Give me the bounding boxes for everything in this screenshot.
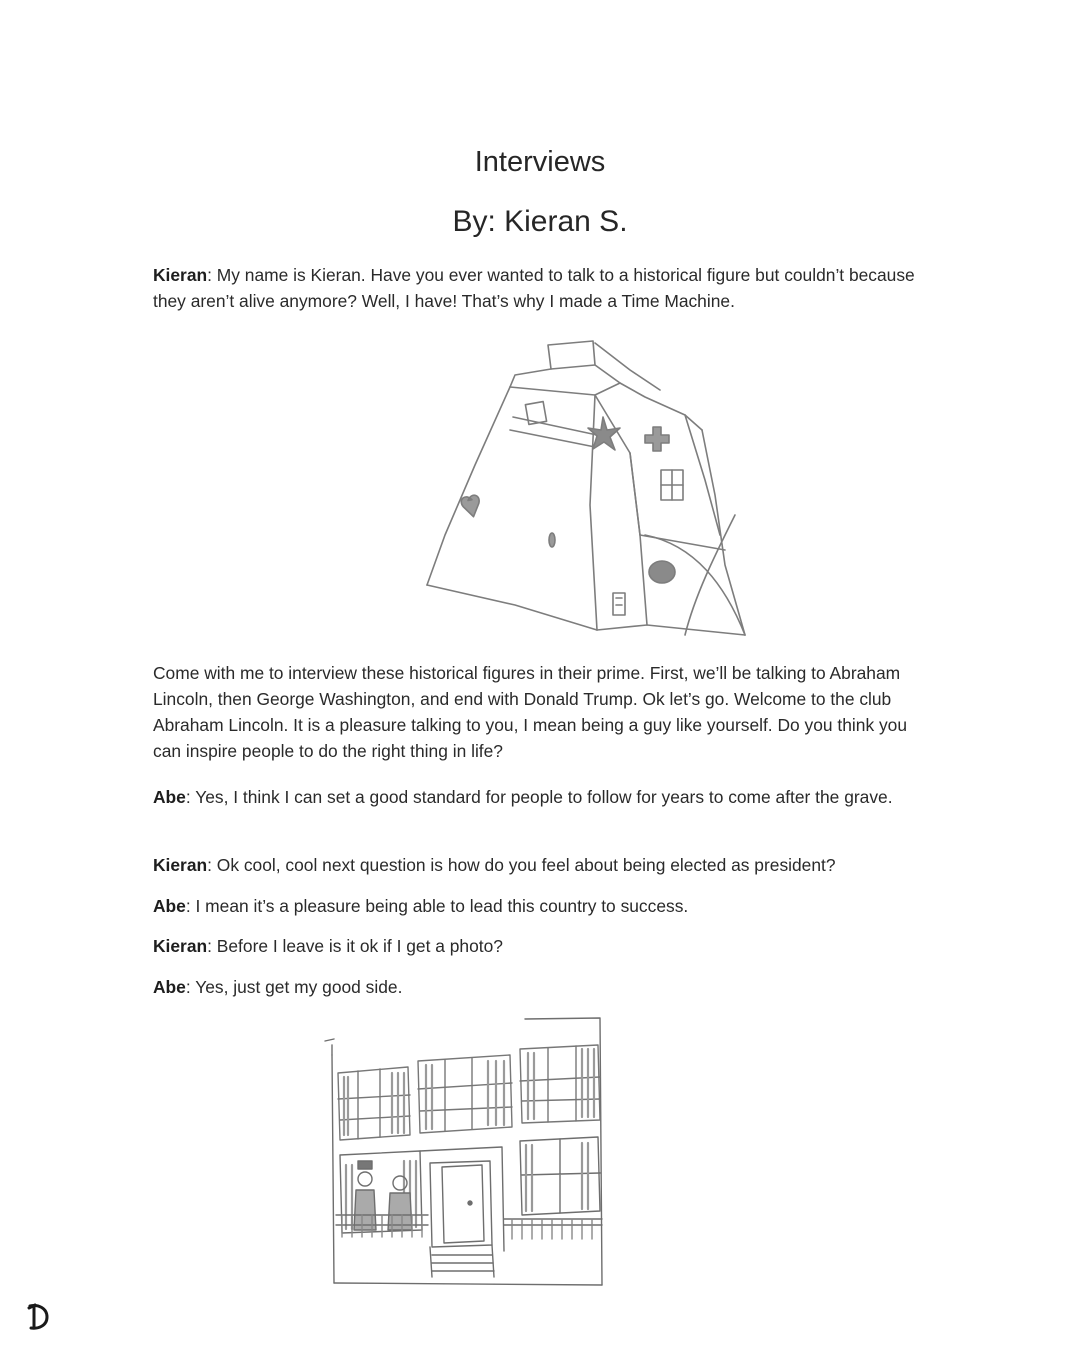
paragraph-text: : Yes, just get my good side. xyxy=(185,977,403,997)
time-machine-drawing xyxy=(415,335,765,640)
paragraph-text: : I mean it’s a pleasure being able to lead this country to success. xyxy=(185,896,689,916)
paragraph-abe-answer-2 xyxy=(153,893,933,919)
byline: By: Kieran S. xyxy=(452,205,628,238)
d-logo-icon xyxy=(26,1300,50,1332)
paragraph-abe-answer-1 xyxy=(153,784,933,810)
paragraph-text: Come with me to interview these historical figures in their prime. First, we’ll be talking to Abraham Lincoln, then George Washington, and end with Donald Trump. Ok let’s go. Welcome to the club Abraham Lincoln. It is a pleasure talking to you, I mean being a guy like yourself. Do you think you can inspire people to do the right thing in life? xyxy=(153,663,908,761)
speaker-label: Abe xyxy=(153,896,186,916)
speaker-label: Kieran xyxy=(153,855,208,875)
paragraph-text: : Before I leave is it ok if I get a photo? xyxy=(207,936,503,956)
document-title: Interviews xyxy=(474,146,606,178)
paragraph-text: : Yes, I think I can set a good standard for people to follow for years to come after the grave. xyxy=(185,787,893,807)
paragraph-kieran-question-2 xyxy=(153,852,933,878)
paragraph-abe-photo xyxy=(153,974,933,1000)
speaker-label: Abe xyxy=(153,787,186,807)
speaker-label: Kieran xyxy=(153,265,208,285)
paragraph-kieran-photo xyxy=(153,933,933,959)
paragraph-text: : Ok cool, cool next question is how do you feel about being elected as president? xyxy=(207,855,836,875)
paragraph-narration xyxy=(153,660,933,764)
paragraph-kieran-intro xyxy=(153,262,933,314)
speaker-label: Kieran xyxy=(153,936,208,956)
speaker-label: Abe xyxy=(153,977,186,997)
paragraph-text: : My name is Kieran. Have you ever wanted to talk to a historical figure but couldn’t because they aren’t alive anymore? Well, I have! That’s why I made a Time Machine. xyxy=(153,265,915,311)
house-photo-drawing xyxy=(320,1015,610,1290)
